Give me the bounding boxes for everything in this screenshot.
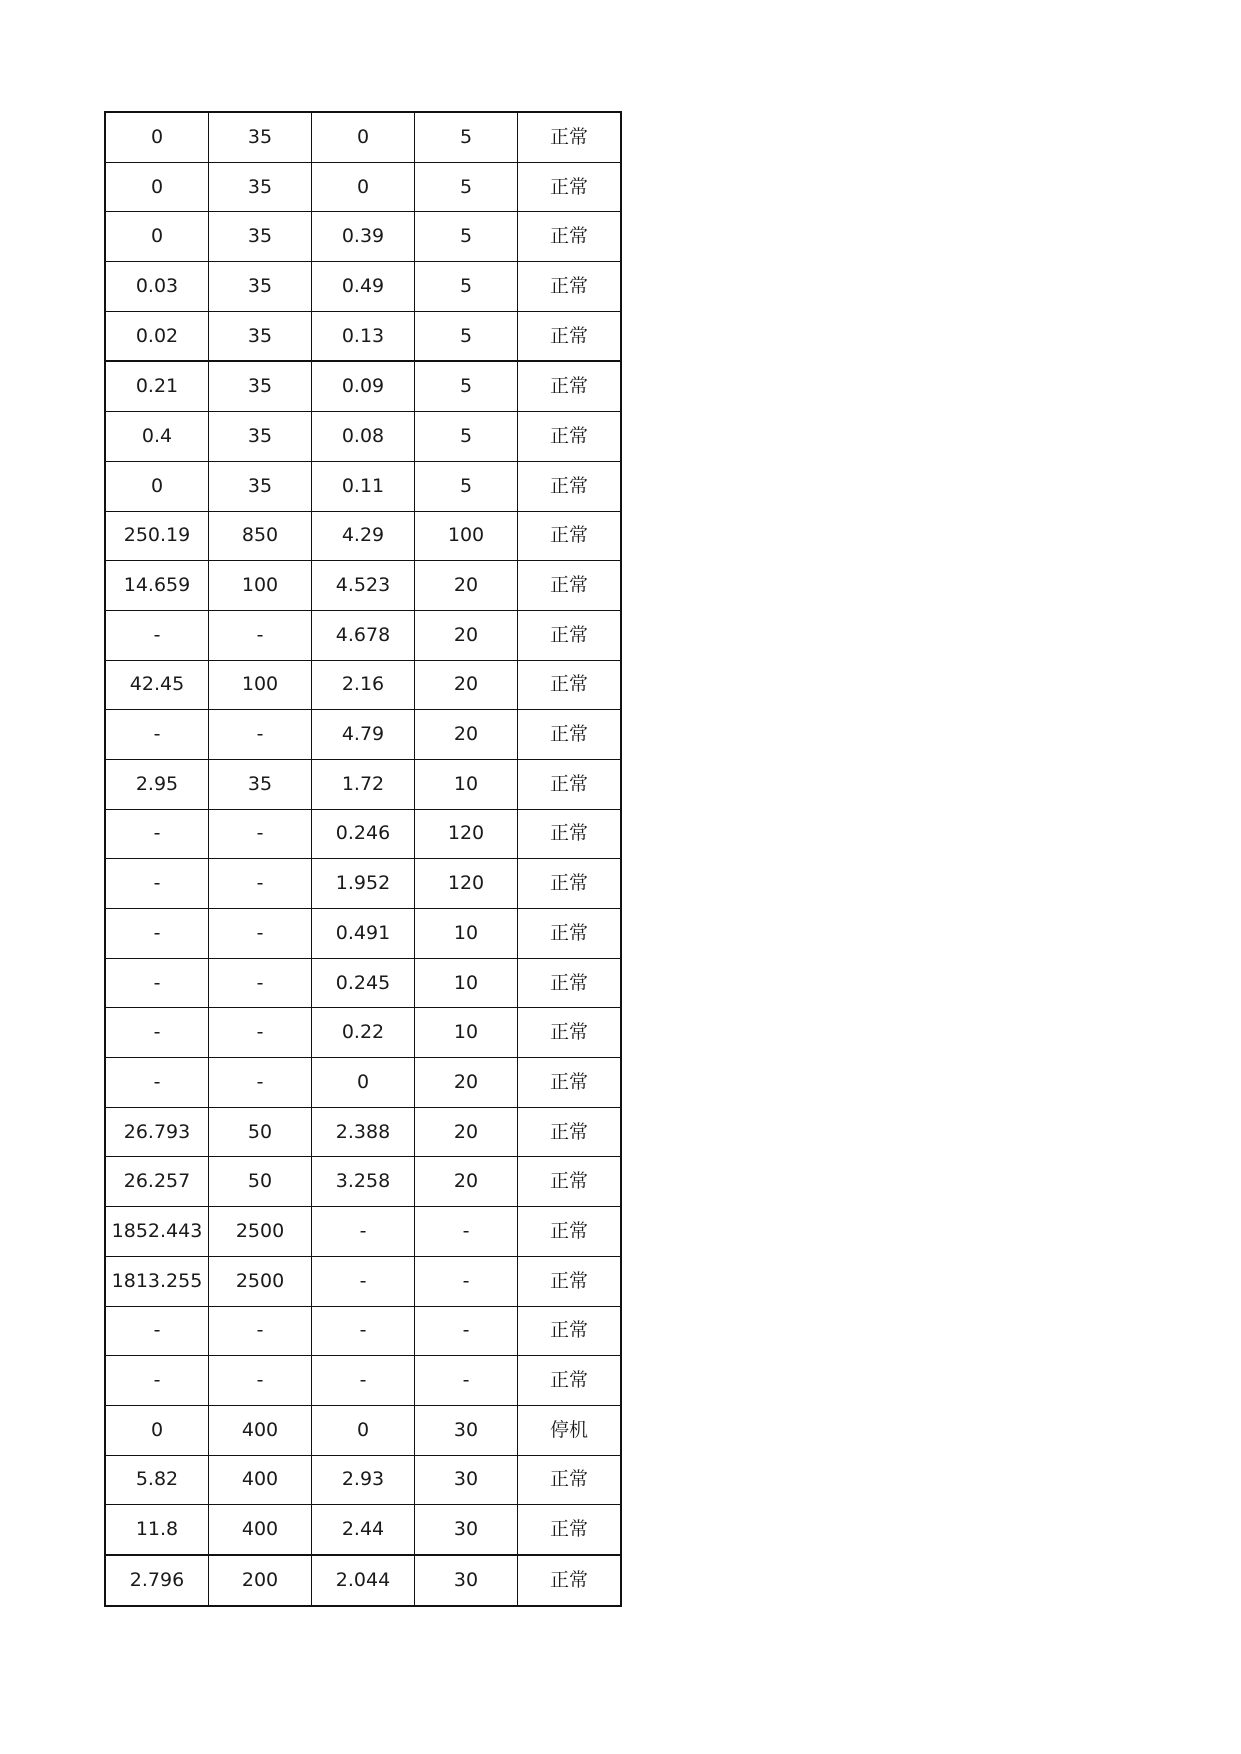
table-cell: 0.22: [312, 1008, 415, 1058]
table-cell: 14.659: [105, 561, 209, 611]
table-cell: -: [105, 809, 209, 859]
table-cell: -: [209, 610, 312, 660]
table-cell: 120: [415, 859, 518, 909]
status-cell: 正常: [518, 511, 622, 561]
table-row: [105, 710, 621, 760]
status-cell: 正常: [518, 859, 622, 909]
table-cell: 3.258: [312, 1157, 415, 1207]
table-cell: 0.246: [312, 809, 415, 859]
status-cell: 正常: [518, 1256, 622, 1306]
table-row: [105, 1455, 621, 1505]
status-cell: 正常: [518, 1157, 622, 1207]
status-cell: 正常: [518, 311, 622, 361]
table-cell: 1.72: [312, 759, 415, 809]
table-row: [105, 1008, 621, 1058]
table-row: [105, 361, 621, 411]
status-cell: 停机: [518, 1405, 622, 1455]
table-row: [105, 610, 621, 660]
table-cell: 4.79: [312, 710, 415, 760]
status-cell: 正常: [518, 162, 622, 212]
table-cell: 5: [415, 461, 518, 511]
table-row: [105, 561, 621, 611]
table-cell: 35: [209, 311, 312, 361]
table-cell: 0: [312, 112, 415, 162]
table-row: [105, 212, 621, 262]
table-cell: -: [209, 1356, 312, 1406]
table-cell: 5: [415, 311, 518, 361]
table-cell: 5: [415, 212, 518, 262]
table-cell: 30: [415, 1555, 518, 1606]
table-cell: 400: [209, 1505, 312, 1555]
status-cell: 正常: [518, 361, 622, 411]
table-cell: 20: [415, 1157, 518, 1207]
table-cell: -: [209, 909, 312, 959]
status-cell: 正常: [518, 610, 622, 660]
table-cell: -: [209, 1058, 312, 1108]
status-cell: 正常: [518, 958, 622, 1008]
table-cell: -: [105, 710, 209, 760]
table-cell: 200: [209, 1555, 312, 1606]
status-cell: 正常: [518, 1058, 622, 1108]
table-cell: -: [209, 958, 312, 1008]
table-cell: 35: [209, 262, 312, 312]
status-cell: 正常: [518, 1555, 622, 1606]
table-cell: -: [105, 958, 209, 1008]
table-cell: 35: [209, 361, 312, 411]
table-cell: -: [105, 909, 209, 959]
table-row: [105, 1207, 621, 1257]
status-cell: 正常: [518, 461, 622, 511]
table-cell: -: [105, 1306, 209, 1356]
table-cell: 0.11: [312, 461, 415, 511]
table-cell: -: [209, 859, 312, 909]
table-cell: 0.21: [105, 361, 209, 411]
table-cell: 26.793: [105, 1107, 209, 1157]
table-cell: 400: [209, 1405, 312, 1455]
table-cell: 5: [415, 262, 518, 312]
table-cell: 20: [415, 1058, 518, 1108]
table-cell: -: [415, 1356, 518, 1406]
table-cell: 0.49: [312, 262, 415, 312]
table-cell: 5: [415, 412, 518, 462]
table-cell: 0: [312, 1405, 415, 1455]
table-row: [105, 412, 621, 462]
table-cell: 100: [209, 660, 312, 710]
status-cell: 正常: [518, 1455, 622, 1505]
table-cell: -: [415, 1207, 518, 1257]
status-cell: 正常: [518, 262, 622, 312]
table-cell: 42.45: [105, 660, 209, 710]
table-row: [105, 461, 621, 511]
table-row: [105, 759, 621, 809]
table-row: [105, 1405, 621, 1455]
table-cell: -: [105, 610, 209, 660]
table-cell: 100: [209, 561, 312, 611]
table-cell: 2.044: [312, 1555, 415, 1606]
table-cell: 0: [105, 162, 209, 212]
table-cell: 5.82: [105, 1455, 209, 1505]
table-cell: 30: [415, 1405, 518, 1455]
table-cell: 850: [209, 511, 312, 561]
table-cell: 26.257: [105, 1157, 209, 1207]
status-cell: 正常: [518, 1356, 622, 1406]
table-cell: 0.09: [312, 361, 415, 411]
table-row: [105, 1058, 621, 1108]
table-row: [105, 660, 621, 710]
table-row: [105, 1555, 621, 1606]
table-cell: 250.19: [105, 511, 209, 561]
table-cell: 35: [209, 112, 312, 162]
table-row: [105, 909, 621, 959]
table-row: [105, 958, 621, 1008]
table-cell: 1852.443: [105, 1207, 209, 1257]
table-cell: 4.678: [312, 610, 415, 660]
table-cell: 5: [415, 361, 518, 411]
table-cell: 5: [415, 162, 518, 212]
table-row: [105, 1107, 621, 1157]
table-cell: 2.95: [105, 759, 209, 809]
table-cell: 1813.255: [105, 1256, 209, 1306]
table-cell: 2.796: [105, 1555, 209, 1606]
table-cell: 20: [415, 610, 518, 660]
status-cell: 正常: [518, 1505, 622, 1555]
table-cell: 35: [209, 759, 312, 809]
table-cell: 0.39: [312, 212, 415, 262]
table-row: [105, 112, 621, 162]
table-cell: 0.02: [105, 311, 209, 361]
table-cell: 0.245: [312, 958, 415, 1008]
table-cell: 10: [415, 958, 518, 1008]
table-cell: -: [415, 1256, 518, 1306]
table-cell: 35: [209, 461, 312, 511]
table-cell: 4.523: [312, 561, 415, 611]
table-cell: -: [209, 710, 312, 760]
table-row: [105, 1157, 621, 1207]
table-cell: -: [415, 1306, 518, 1356]
status-cell: 正常: [518, 112, 622, 162]
table-cell: 20: [415, 660, 518, 710]
table-cell: 0: [105, 1405, 209, 1455]
status-cell: 正常: [518, 412, 622, 462]
table-body: [105, 112, 621, 1606]
table-cell: 10: [415, 909, 518, 959]
table-row: [105, 1505, 621, 1555]
status-cell: 正常: [518, 909, 622, 959]
status-cell: 正常: [518, 212, 622, 262]
table-cell: 30: [415, 1455, 518, 1505]
table-cell: 30: [415, 1505, 518, 1555]
table-row: [105, 262, 621, 312]
table-cell: 120: [415, 809, 518, 859]
table-cell: -: [105, 1008, 209, 1058]
table-row: [105, 1356, 621, 1406]
table-cell: -: [312, 1306, 415, 1356]
data-table: [104, 111, 622, 1607]
table-cell: -: [312, 1207, 415, 1257]
table-cell: 50: [209, 1107, 312, 1157]
table-cell: 0.08: [312, 412, 415, 462]
table-cell: -: [312, 1256, 415, 1306]
table-row: [105, 809, 621, 859]
status-cell: 正常: [518, 1207, 622, 1257]
table-cell: 2.388: [312, 1107, 415, 1157]
table-cell: 0.4: [105, 412, 209, 462]
status-cell: 正常: [518, 710, 622, 760]
table-cell: 2.93: [312, 1455, 415, 1505]
table-row: [105, 1256, 621, 1306]
table-cell: -: [105, 1356, 209, 1406]
table-cell: 0: [105, 212, 209, 262]
status-cell: 正常: [518, 1008, 622, 1058]
table-cell: 0: [105, 112, 209, 162]
status-cell: 正常: [518, 561, 622, 611]
table-cell: 35: [209, 412, 312, 462]
table-row: [105, 511, 621, 561]
table-cell: 35: [209, 212, 312, 262]
table-cell: 100: [415, 511, 518, 561]
table-cell: 35: [209, 162, 312, 212]
table-cell: -: [209, 809, 312, 859]
table-row: [105, 859, 621, 909]
table-cell: 2500: [209, 1207, 312, 1257]
table-cell: 50: [209, 1157, 312, 1207]
table-row: [105, 162, 621, 212]
table-row: [105, 311, 621, 361]
table-cell: 0.13: [312, 311, 415, 361]
table-cell: 5: [415, 112, 518, 162]
table-cell: 0: [312, 1058, 415, 1108]
table-cell: -: [312, 1356, 415, 1406]
table-cell: 10: [415, 759, 518, 809]
table-cell: 2.44: [312, 1505, 415, 1555]
status-cell: 正常: [518, 759, 622, 809]
table-cell: -: [209, 1306, 312, 1356]
table-cell: -: [209, 1008, 312, 1058]
table-cell: 0: [105, 461, 209, 511]
table-cell: 0.03: [105, 262, 209, 312]
status-cell: 正常: [518, 1107, 622, 1157]
status-cell: 正常: [518, 660, 622, 710]
table-cell: -: [105, 859, 209, 909]
table-cell: 0: [312, 162, 415, 212]
table-row: [105, 1306, 621, 1356]
table-cell: 20: [415, 561, 518, 611]
table-cell: 2500: [209, 1256, 312, 1306]
table-cell: 0.491: [312, 909, 415, 959]
status-cell: 正常: [518, 1306, 622, 1356]
table-cell: 20: [415, 710, 518, 760]
table-cell: 11.8: [105, 1505, 209, 1555]
status-cell: 正常: [518, 809, 622, 859]
table-cell: -: [105, 1058, 209, 1108]
table-cell: 1.952: [312, 859, 415, 909]
table-cell: 2.16: [312, 660, 415, 710]
table-cell: 400: [209, 1455, 312, 1505]
table-cell: 4.29: [312, 511, 415, 561]
table-cell: 20: [415, 1107, 518, 1157]
table-cell: 10: [415, 1008, 518, 1058]
